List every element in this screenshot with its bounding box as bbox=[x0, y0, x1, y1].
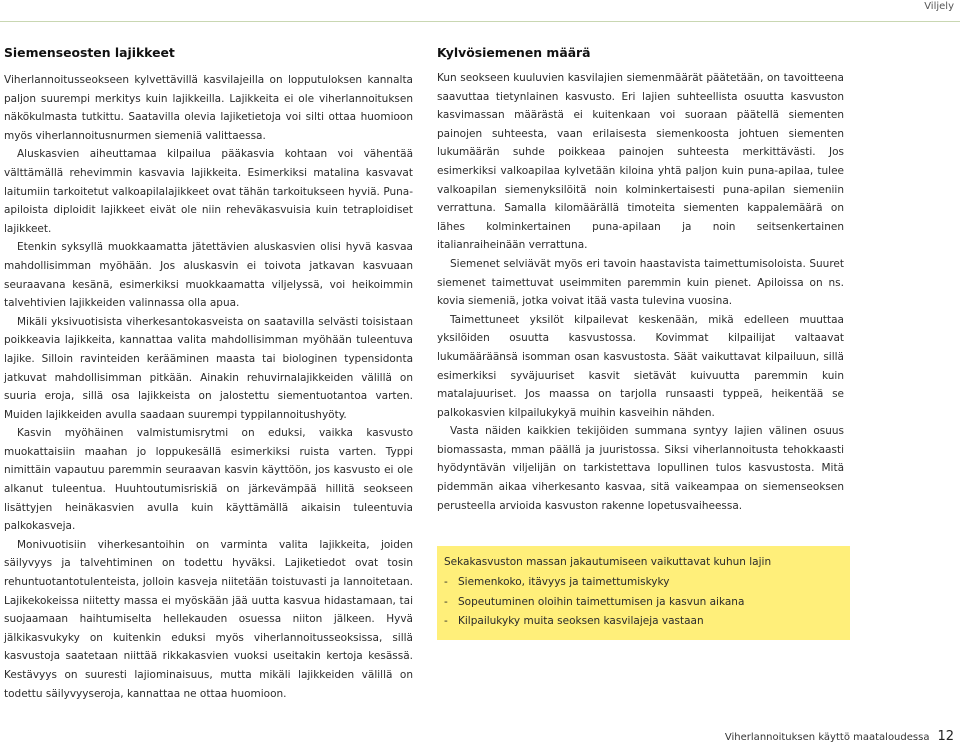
list-item bbox=[444, 593, 844, 613]
info-box-title: Sekakasvuston massan jakautumiseen vaikuttavat kuhun lajin bbox=[444, 556, 772, 568]
list-item bbox=[444, 573, 844, 593]
bullet-dash: - bbox=[444, 595, 448, 608]
paragraph: Taimettuneet yksilöt kilpailevat keskenään, mikä edelleen muuttaa yksilöiden osuutta kasvustossa. Kovimmat kilpailijat valtaavat lukumääräänsä isomman osan kasvustosta. Säät vaikuttavat kilpailuun, sillä esimerkiksi syväjuuriset kasvit sietävät kuivuutta paremmin kuin matalajuuriset. Jos maassa on tarjolla runsaasti typpeä, heikentää se palkokasvien kilpailukykyä muihin kasveihin nähden. bbox=[437, 313, 844, 419]
paragraph: Aluskasvien aiheuttamaa kilpailua pääkasvia kohtaan voi vähentää välttämällä rehevimmin kasvavia lajikkeita. Esimerkiksi matalina kasvavat laitumiin tarkoitetut valkoapilalajikkeet ovat tähän tarkoitukseen hyviä. Puna-apiloista diploidit lajikkeet eivät ole niin reheväkasvuisia kuin tetraploidiset lajikkeet. bbox=[4, 148, 413, 235]
header-divider bbox=[0, 21, 960, 22]
right-column-title: Kylvösiemenen määrä bbox=[437, 45, 591, 60]
paragraph: Kun seokseen kuuluvien kasvilajien siemenmäärät päätetään, on tavoitteena saavuttaa tietynlainen kasvusto. Eri lajien suhteellista osuutta kasvuston kasvimassan määrästä ei kuitenkaan voi suoraan päätellä siementen painojen suhteesta, vaan erilaisesta siemenkoosta johtuen siementen lukumäärän suhde poikkeaa painojen suhteesta merkittävästi. Jos esimerkiksi valkoapilaa kylvetään kiloina yhtä paljon kuin puna-apilaa, tulee valkoapilan siemenyksilöitä noin kolminkertaisesti puna-apilan siemeniin verrattuna. Samalla kilomäärällä timoteita siementen kappalemäärä on lähes kolminkertainen puna-apilaan ja noin seitsenkertainen italianraiheinään verrattuna. bbox=[437, 72, 844, 252]
list-item bbox=[444, 612, 844, 632]
paragraph: Etenkin syksyllä muokkaamatta jätettävien aluskasvien olisi hyvä kasvaa mahdollisimman myöhään. Jos aluskasvin ei toivota jatkavan kasvuaan seuraavana kesänä, esimerkiksi muokkaamatta viljelyssä, voi heikoimmin talvehtivien lajikkeiden valinnassa olla apua. bbox=[4, 241, 413, 310]
paragraph: Kasvin myöhäinen valmistumisrytmi on eduksi, vaikka kasvusto muokattaisiin maahan jo loppukesällä esimerkiksi ruista varten. Typpi nimittäin vapautuu paremmin seuraavan kasvin käyttöön, jos kasvusto ei ole alkanut tuleentua. Huuhtoutumisriskiä on järkevämpää hillitä seokseen lisättyjen heinäkasvien avulla kuin käyttämällä aikaisin tuleentuvia palkokasveja. bbox=[4, 427, 413, 533]
paragraph: Monivuotisiin viherkesantoihin on varminta valita lajikkeita, joiden säilyvyys ja talvehtiminen on todettu hyväksi. Lajiketiedot ovat tosin rehuntuotantotulenteista, jolloin kasveja niitetään toistuvasti ja lannoitetaan. Lajikekokeissa niitetty massa ei myöskään jää uutta kasvua hidastamaan, tai suojaamaan haihtumiselta hellekauden osuessa niiton jälkeen. Hyvä jälkikasvukyky on kuitenkin eduksi myös viherlannoitusseoksissa, sillä kasvustoja saatetaan niittää rikkakasvien vuoksi useitakin kertoja kesässä. Kestävyys on suuresti lajiominaisuus, mutta mikäli lajikkeiden välillä on todettu säilyvyyseroja, kannattaa ne ottaa huomioon. bbox=[4, 538, 413, 700]
bullet-dash: - bbox=[444, 576, 448, 588]
paragraph: Mikäli yksivuotisista viherkesantokasveista on saatavilla selvästi toisistaan poikkeavia lajikkeita, kannattaa valita mahdollisimman myöhään tuleentuva lajike. Silloin ravinteiden kerääminen maasta tai biologinen typensidonta jatkuvat mahdollisimman pitkään. Ainakin rehuvirnalajikkeiden välillä on suuria eroja, sillä osa lajikkeista on jalostettu siementuotantoa varten. Muiden lajikkeiden avulla saadaan suurempi typpilannoitushyöty. bbox=[4, 315, 413, 421]
bullet-dash: - bbox=[444, 615, 448, 628]
paragraph: Siemenet selviävät myös eri tavoin haastavista taimettumisoloista. Suuret siemenet taimettuvat useimmiten paremmin kuin pienet. Apiloissa on ns. kovia siemeniä, jotka voivat itää vasta tulevina vuosina. bbox=[437, 257, 844, 308]
left-column bbox=[4, 44, 413, 703]
paragraph: Viherlannoitusseokseen kylvettävillä kasvilajeilla on lopputuloksen kannalta paljon suurempi merkitys kuin lajikkeilla. Lajikkeita ei ole viherlannoituksen näkökulmasta tutkittu. Saatavilla olevia lajiketietoja voi silti ottaa huomioon myös viherlannoitusnurmen siemeniä valittaessa. bbox=[4, 74, 413, 142]
page-footer bbox=[725, 729, 954, 744]
publication-title: Viherlannoituksen käyttö maataloudessa bbox=[724, 732, 930, 743]
info-box-list bbox=[444, 573, 844, 632]
page-number: 12 bbox=[937, 729, 954, 744]
list-item-text: Sopeutuminen oloihin taimettumisen ja kasvun aikana bbox=[458, 595, 745, 608]
paragraph: Vasta näiden kaikkien tekijöiden summana syntyy lajien välinen osuus biomassasta, mman päällä ja juuristossa. Siksi viherlannoitusta tehokkaasti hyödyntävän viljelijän on tarkistettava lopullinen tulos kasvustosta. Mitä pidemmän aikaa viherkesanto kasvaa, sitä vaikeampaa on siemenseoksen perusteella arvioida kasvuston rakenne lopetusvaiheessa. bbox=[437, 425, 844, 512]
info-box bbox=[437, 546, 850, 640]
section-label: Viljely bbox=[924, 1, 954, 12]
left-column-title: Siemenseosten lajikkeet bbox=[4, 45, 175, 60]
list-item-text: Siemenkoko, itävyys ja taimettumiskyky bbox=[458, 576, 670, 588]
list-item-text: Kilpailukyky muita seoksen kasvilajeja vastaan bbox=[458, 615, 704, 628]
right-column bbox=[437, 44, 844, 515]
